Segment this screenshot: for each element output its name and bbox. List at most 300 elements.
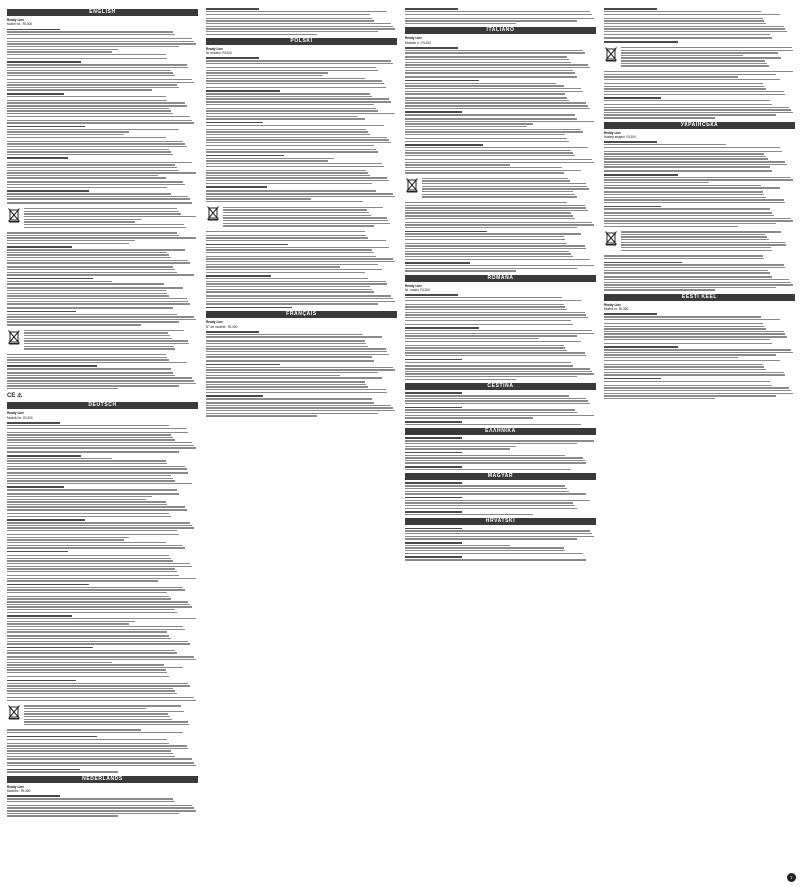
model-number: Mudeli nr: RL300	[604, 307, 629, 312]
text-line	[206, 356, 372, 357]
text-line	[604, 79, 780, 80]
text-line	[405, 138, 567, 139]
text-line	[7, 105, 187, 106]
text-line	[405, 155, 575, 156]
text-line	[7, 635, 169, 636]
column-3	[405, 6, 596, 880]
text-line	[7, 621, 135, 622]
text-line	[7, 753, 173, 754]
text-line	[206, 264, 378, 265]
text-line	[405, 350, 567, 351]
text-line	[24, 335, 170, 336]
text-line	[24, 216, 196, 217]
text-line	[604, 333, 785, 334]
text-line	[405, 224, 594, 225]
weee-bin-icon	[604, 230, 618, 246]
text-line	[405, 341, 581, 342]
text-line	[405, 121, 594, 122]
text-line	[7, 41, 194, 42]
text-line	[7, 504, 167, 505]
model-number: Modelnr.: RL300	[7, 788, 31, 793]
text-line	[7, 580, 158, 581]
text-line	[405, 392, 462, 394]
text-line	[206, 75, 323, 76]
text-line	[405, 511, 462, 513]
product-name: Ready Line	[7, 18, 25, 22]
text-line	[604, 202, 785, 203]
text-line	[604, 164, 787, 165]
text-line	[422, 186, 587, 187]
text-line	[7, 434, 171, 435]
text-line	[405, 452, 462, 454]
text-line	[7, 151, 171, 152]
text-line	[24, 724, 189, 725]
text-line	[24, 719, 172, 720]
text-line	[7, 108, 169, 109]
text-line	[206, 83, 384, 84]
text-line	[7, 445, 194, 446]
text-line	[604, 191, 763, 192]
text-line	[604, 144, 726, 145]
text-line	[405, 205, 585, 206]
text-line	[206, 252, 374, 253]
product-name: Ready Line	[7, 411, 25, 416]
text-line	[7, 522, 190, 523]
text-line	[206, 375, 340, 376]
text-line	[405, 256, 573, 257]
text-line	[7, 262, 190, 263]
section-0-2	[7, 776, 198, 817]
text-line	[206, 70, 378, 71]
text-line	[604, 378, 661, 380]
text-line	[24, 343, 189, 344]
text-line	[405, 324, 573, 325]
language-header: ITALIANO	[405, 27, 596, 34]
language-header: УКРАЇНСЬКА	[604, 122, 795, 129]
text-line	[7, 437, 173, 438]
language-header: ENGLISH	[7, 9, 198, 16]
text-line	[7, 372, 173, 373]
text-line	[206, 116, 357, 117]
text-line	[405, 97, 567, 98]
text-line	[223, 209, 367, 210]
language-header: NEDERLANDS	[7, 776, 198, 783]
text-line	[604, 206, 661, 208]
text-line	[7, 143, 185, 144]
text-line	[7, 732, 183, 733]
text-line	[24, 227, 186, 228]
text-line	[7, 61, 81, 63]
extra-section	[405, 428, 596, 470]
text-line	[604, 177, 791, 178]
text-line	[7, 489, 177, 490]
text-line	[7, 641, 188, 642]
text-line	[604, 395, 776, 396]
text-line	[24, 713, 168, 714]
text-line	[405, 550, 565, 551]
text-line	[7, 102, 185, 103]
text-line	[206, 266, 340, 267]
text-line	[405, 437, 462, 439]
text-line	[405, 514, 533, 515]
text-line	[7, 293, 167, 294]
text-line	[405, 502, 573, 503]
text-line	[621, 60, 765, 61]
text-line	[7, 601, 188, 602]
text-line	[206, 131, 368, 132]
text-line	[405, 47, 458, 49]
text-line	[604, 313, 657, 315]
text-line	[7, 301, 188, 302]
text-line	[7, 463, 167, 464]
text-line	[24, 221, 135, 222]
text-line	[604, 215, 774, 216]
text-line	[604, 212, 772, 213]
text-line	[206, 354, 389, 355]
text-line	[7, 34, 175, 35]
text-line	[405, 210, 588, 211]
text-line	[7, 606, 192, 607]
text-line	[405, 335, 577, 336]
text-line	[405, 359, 462, 361]
text-line	[7, 316, 194, 317]
product-name: Ready Line	[206, 46, 224, 51]
text-line	[7, 729, 141, 730]
text-line	[7, 422, 60, 424]
text-line	[7, 612, 177, 613]
text-line	[7, 272, 177, 273]
text-line	[405, 18, 594, 19]
text-line	[7, 439, 175, 440]
text-line	[7, 629, 185, 630]
text-line	[405, 172, 564, 173]
text-line	[206, 166, 384, 167]
text-line	[7, 519, 85, 521]
text-line	[405, 91, 583, 92]
text-line	[604, 372, 784, 373]
text-line	[7, 584, 89, 586]
text-line	[405, 8, 458, 10]
text-line	[405, 141, 569, 142]
text-line	[7, 266, 173, 267]
text-line	[405, 304, 564, 305]
text-line	[405, 270, 516, 271]
text-line	[405, 317, 588, 318]
text-line	[24, 705, 181, 706]
text-line	[7, 129, 179, 130]
text-line	[621, 55, 743, 56]
text-line	[7, 388, 118, 389]
text-line	[7, 743, 169, 744]
text-line	[206, 26, 393, 27]
text-line	[405, 491, 569, 492]
text-line	[7, 96, 166, 97]
text-line	[7, 807, 194, 808]
text-line	[206, 247, 389, 248]
text-line	[7, 592, 167, 593]
text-line	[7, 193, 171, 194]
text-line	[405, 236, 564, 237]
text-line	[206, 398, 372, 399]
text-line	[604, 104, 772, 105]
text-line	[604, 264, 784, 265]
text-line	[7, 813, 179, 814]
text-line	[7, 432, 188, 433]
text-line	[7, 295, 169, 296]
text-line	[206, 244, 288, 246]
text-line	[405, 528, 462, 530]
text-line	[7, 558, 171, 559]
model-number: Nr. model: RL300	[405, 287, 430, 292]
text-line	[604, 393, 793, 394]
text-line	[7, 368, 171, 369]
text-line	[604, 8, 657, 10]
model-number: Nr modelu: RL300	[206, 51, 232, 56]
text-line	[7, 688, 173, 689]
text-line	[604, 94, 785, 95]
text-line	[7, 43, 196, 44]
text-line	[24, 340, 188, 341]
text-line	[405, 265, 594, 266]
text-line	[7, 58, 167, 59]
text-line	[7, 281, 112, 282]
column-1	[7, 6, 198, 880]
section-3-1	[604, 122, 795, 291]
text-line	[621, 244, 786, 245]
text-line	[7, 615, 72, 617]
text-line	[206, 28, 395, 29]
text-line	[7, 122, 194, 123]
text-line	[206, 407, 393, 408]
text-line	[405, 314, 586, 315]
text-line	[206, 231, 365, 232]
text-line	[405, 398, 586, 399]
text-line	[604, 374, 785, 375]
text-line	[206, 275, 271, 277]
column-4	[604, 6, 795, 880]
text-line	[405, 93, 565, 94]
text-line	[206, 289, 372, 290]
text-line	[7, 472, 188, 473]
text-line	[206, 134, 370, 135]
text-line	[7, 693, 177, 694]
text-line	[7, 468, 187, 469]
text-line	[24, 338, 172, 339]
text-line	[405, 466, 462, 468]
text-line	[7, 756, 175, 757]
language-header: MAGYAR	[405, 473, 596, 480]
text-line	[405, 440, 594, 441]
text-line	[7, 357, 167, 358]
text-line	[405, 144, 483, 146]
text-line	[206, 14, 370, 15]
text-line	[405, 11, 590, 12]
text-line	[405, 538, 577, 539]
text-line	[405, 330, 592, 331]
section-2-0	[405, 8, 596, 24]
text-line	[206, 170, 366, 171]
text-line	[405, 556, 462, 558]
text-line	[7, 64, 187, 65]
text-line	[604, 153, 764, 154]
text-line	[405, 312, 585, 313]
text-line	[7, 771, 118, 772]
text-line	[405, 88, 581, 89]
text-line	[7, 131, 129, 132]
text-line	[405, 52, 585, 53]
text-line	[405, 202, 567, 203]
text-line	[206, 307, 292, 309]
text-line	[7, 525, 192, 526]
text-line	[604, 100, 770, 101]
text-line	[7, 575, 179, 576]
text-line	[7, 667, 183, 668]
model-number: Номер моделі: RL300	[604, 134, 636, 139]
text-line	[7, 79, 192, 80]
text-line	[7, 623, 129, 624]
text-line	[604, 328, 766, 329]
text-line	[7, 365, 97, 367]
text-line	[7, 596, 169, 597]
text-line	[604, 267, 785, 268]
text-line	[206, 303, 378, 304]
text-line	[7, 745, 187, 746]
text-line	[405, 327, 479, 329]
text-line	[405, 373, 594, 374]
text-line	[206, 183, 372, 184]
text-line	[405, 294, 458, 296]
text-line	[7, 542, 166, 543]
text-line	[206, 360, 374, 361]
text-line	[604, 272, 770, 273]
text-line	[206, 175, 370, 176]
text-line	[223, 212, 369, 213]
text-line	[604, 14, 780, 15]
text-line	[206, 351, 387, 352]
disposal-notice	[206, 205, 397, 227]
text-line	[7, 700, 196, 701]
text-line	[7, 260, 188, 261]
text-line	[24, 346, 174, 347]
text-line	[206, 155, 284, 157]
text-line	[7, 51, 112, 52]
text-line	[7, 647, 93, 649]
text-line	[206, 301, 395, 302]
text-line	[7, 257, 171, 258]
text-line	[405, 231, 487, 233]
text-line	[405, 85, 564, 86]
text-line	[206, 151, 378, 152]
text-line	[7, 274, 194, 275]
text-line	[7, 324, 141, 325]
text-line	[24, 330, 184, 331]
text-line	[7, 587, 183, 588]
text-line	[405, 248, 586, 249]
text-line	[405, 482, 462, 484]
text-line	[7, 303, 190, 304]
extra-section	[405, 473, 596, 515]
text-line	[405, 167, 562, 168]
text-line	[206, 291, 374, 292]
section-2-2	[405, 275, 596, 380]
text-line	[604, 31, 787, 32]
product-name: Ready Line	[604, 302, 622, 307]
text-line	[405, 20, 577, 21]
text-line	[7, 164, 175, 165]
language-header: POLSKI	[206, 38, 397, 45]
text-line	[7, 815, 118, 816]
text-line	[405, 347, 565, 348]
text-line	[7, 311, 76, 313]
text-line	[604, 381, 770, 382]
text-line	[7, 175, 158, 176]
text-line	[621, 236, 767, 237]
text-line	[405, 407, 462, 409]
text-line	[7, 157, 68, 159]
text-line	[604, 71, 793, 72]
text-line	[405, 111, 462, 113]
text-line	[604, 357, 738, 358]
text-line	[206, 57, 259, 59]
text-line	[7, 652, 177, 653]
text-line	[405, 338, 539, 339]
text-line	[604, 117, 715, 118]
text-line	[7, 149, 169, 150]
text-line	[405, 533, 592, 534]
text-line	[7, 385, 179, 386]
text-line	[7, 319, 196, 320]
text-line	[206, 23, 391, 24]
text-line	[7, 383, 196, 384]
text-line	[7, 428, 187, 429]
text-line	[604, 223, 776, 224]
text-line	[604, 182, 709, 183]
text-line	[7, 748, 188, 749]
text-line	[604, 37, 772, 38]
text-line	[604, 339, 770, 340]
text-line	[604, 161, 785, 162]
text-line	[621, 50, 793, 51]
text-line	[206, 261, 395, 262]
text-line	[7, 89, 152, 90]
text-line	[405, 222, 592, 223]
text-line	[7, 555, 169, 556]
text-line	[604, 289, 715, 290]
text-line	[604, 156, 766, 157]
text-line	[405, 162, 594, 163]
text-line	[405, 56, 567, 57]
text-line	[604, 18, 763, 19]
text-line	[7, 113, 173, 114]
text-line	[206, 369, 395, 370]
text-line	[7, 184, 185, 185]
text-line	[206, 129, 366, 130]
text-line	[604, 185, 761, 186]
text-line	[7, 359, 169, 360]
text-line	[604, 199, 784, 200]
language-header: ΕΛΛΗΝΙΚΑ	[405, 428, 596, 435]
text-line	[206, 269, 382, 270]
section-2-1	[405, 27, 596, 271]
text-line	[7, 249, 185, 250]
text-line	[405, 105, 588, 106]
text-line	[7, 67, 188, 68]
text-line	[24, 332, 168, 333]
text-line	[405, 547, 564, 548]
text-line	[7, 87, 179, 88]
text-line	[7, 676, 169, 677]
text-line	[7, 177, 166, 178]
